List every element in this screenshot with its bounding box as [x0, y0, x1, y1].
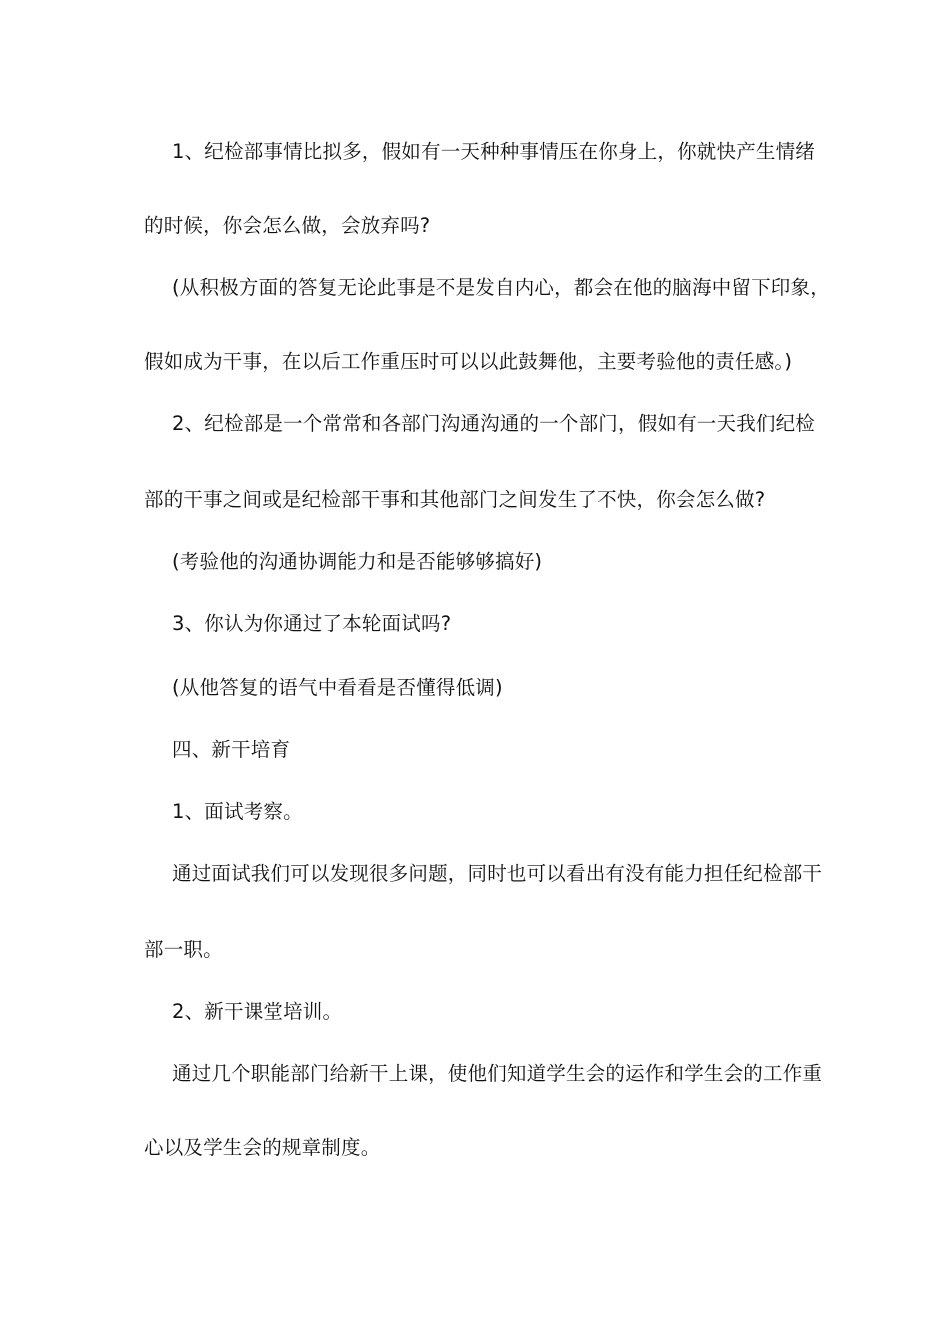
item-1-heading: 1、面试考察。: [172, 800, 303, 823]
answer-3: (从他答复的语气中看看是否懂得低调): [172, 676, 503, 699]
item-2-body-line-2: 心以及学生会的规章制度。: [144, 1136, 381, 1159]
question-2-line-1: 2、纪检部是一个常常和各部门沟通沟通的一个部门，假如有一天我们纪检: [172, 412, 816, 435]
question-3: 3、你认为你通过了本轮面试吗?: [172, 612, 452, 635]
item-1-body-line-2: 部一职。: [144, 938, 223, 961]
question-2-line-2: 部的干事之间或是纪检部干事和其他部门之间发生了不快，你会怎么做?: [144, 488, 766, 511]
item-2-heading: 2、新干课堂培训。: [172, 1000, 343, 1023]
question-1-line-1: 1、纪检部事情比拟多，假如有一天种种事情压在你身上，你就快产生情绪: [172, 140, 816, 163]
answer-1-line-1: (从积极方面的答复无论此事是不是发自内心，都会在他的脑海中留下印象，: [172, 276, 830, 299]
section-heading: 四、新干培育: [172, 738, 291, 761]
question-1-line-2: 的时候，你会怎么做，会放弃吗?: [144, 214, 431, 237]
item-2-body-line-1: 通过几个职能部门给新干上课，使他们知道学生会的运作和学生会的工作重: [172, 1062, 823, 1085]
answer-1-line-2: 假如成为干事，在以后工作重压时可以以此鼓舞他，主要考验他的责任感。): [144, 350, 793, 373]
item-1-body-line-1: 通过面试我们可以发现很多问题，同时也可以看出有没有能力担任纪检部干: [172, 862, 823, 885]
answer-2: (考验他的沟通协调能力和是否能够够搞好): [172, 550, 543, 573]
